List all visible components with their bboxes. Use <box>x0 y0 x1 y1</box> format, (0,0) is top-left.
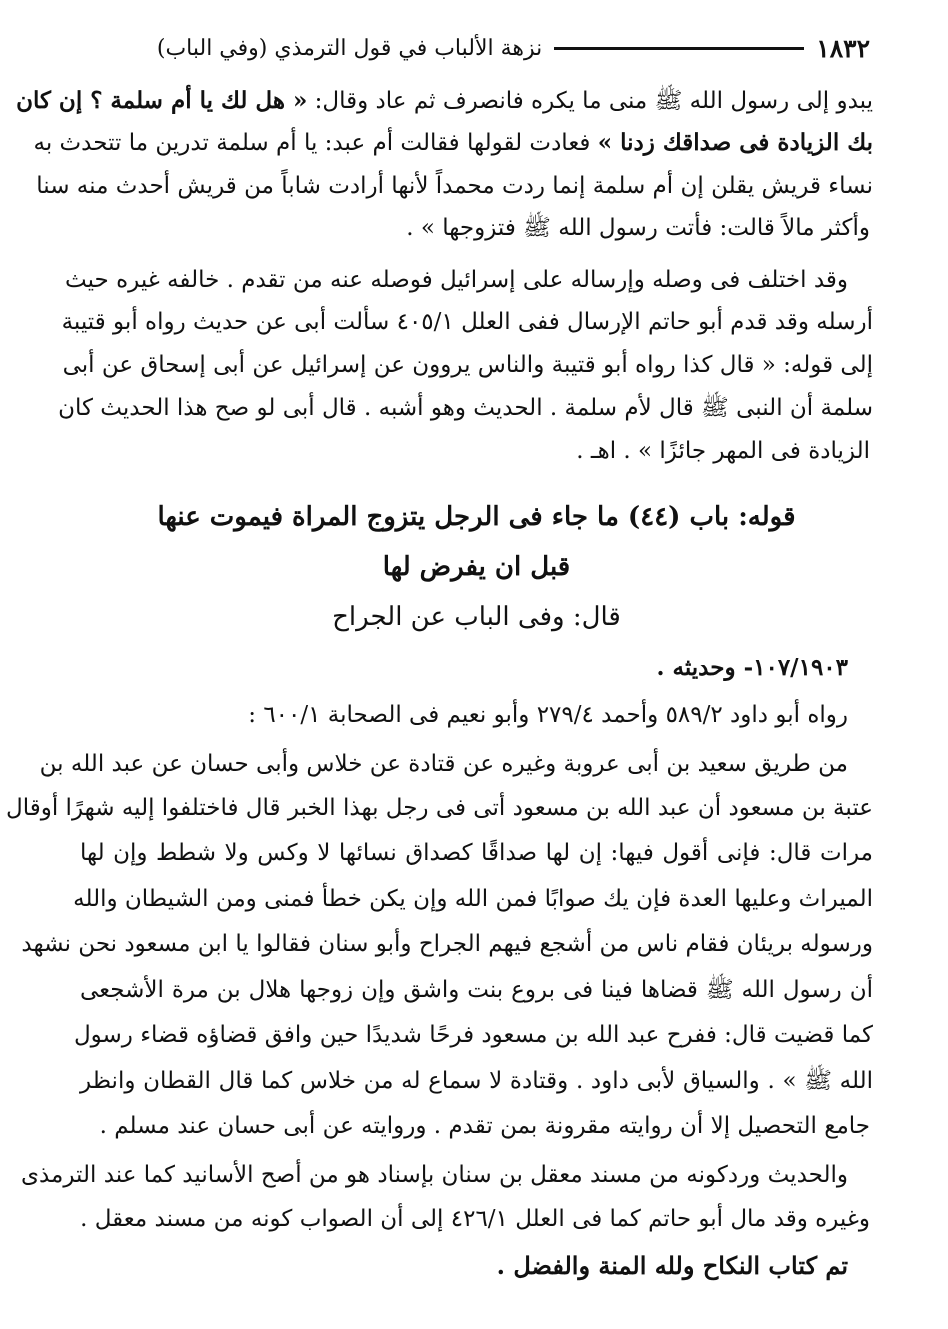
hadith-source: رواه أبو داود ٥٨٩/٢ وأحمد ٢٧٩/٤ وأبو نعيم فى الصحابة ٦٠٠/١ : <box>248 702 848 728</box>
chapter-qal: قال: وفى الباب عن الجراح <box>332 602 621 632</box>
para1-line-1-text: يبدو إلى رسول الله ﷺ منى ما يكره فانصرف ثم عاد وقال: <box>307 88 873 114</box>
para3-line-5: ورسوله بريئان فقام ناس من أشجع فيهم الجراح وأبو سنان فقالوا يا ابن مسعود نحن نشهد <box>21 931 873 957</box>
para1-line-2-text: فعادت لقولها فقالت أم عبد: يا أم سلمة تدرين ما تتحدث به <box>33 130 598 156</box>
para4-line-2: وغيره وقد مال أبو حاتم كما فى العلل ٤٢٦/١ إلى أن الصواب كونه من مسند معقل . <box>80 1206 870 1232</box>
para1-line-1 <box>16 86 873 118</box>
running-title: نزهة الألباب في قول الترمذي (وفي الباب) <box>156 35 543 61</box>
para3-line-2: عتبة بن مسعود أن عبد الله بن مسعود أتى فى رجل بهذا الخبر قال فاختلفوا إليه شهرًا أوقال <box>6 795 873 821</box>
closing-line: تم كتاب النكاح ولله المنة والفضل . <box>496 1251 848 1280</box>
para1-line-1-quote: « هل لك يا أم سلمة ؟ إن كان <box>16 87 308 114</box>
para3-line-1: من طريق سعيد بن أبى عروبة وغيره عن قتادة عن خلاس وأبى حسان عن عبد الله بن <box>39 751 848 777</box>
header-rule <box>554 47 804 50</box>
hadith-number: ١٠٧/١٩٠٣- وحديثه . <box>656 654 848 681</box>
para3-line-8: الله ﷺ » . والسياق لأبى داود . وقتادة لا سماع له من خلاس كما قال القطان وانظر <box>80 1068 873 1094</box>
para2-line-2: أرسله وقد قدم أبو حاتم الإرسال ففى العلل ٤٠٥/١ سألت أبى عن حديث رواه أبو قتيبة <box>61 309 873 335</box>
page-number: ١٨٣٢ <box>816 33 870 63</box>
para2-line-1: وقد اختلف فى وصله وإرساله على إسرائيل فوصله عنه من تقدم . خالفه غيره حيث <box>65 267 848 293</box>
para3-line-9: جامع التحصيل إلا أن روايته مقرونة بمن تقدم . وروايته عن أبى حسان عند مسلم . <box>99 1113 870 1139</box>
para1-line-2-quote: بك الزيادة فى صداقك زدنا » <box>597 129 873 156</box>
para3-line-7: كما قضيت قال: ففرح عبد الله بن مسعود فرحًا شديدًا حين وافق قضاؤه قضاء رسول <box>73 1022 873 1048</box>
para2-line-3: إلى قوله: « قال كذا رواه أبو قتيبة والناس يروون عن إسرائيل عن أبى إسحاق عن أبى <box>62 352 873 378</box>
para1-line-2 <box>33 128 873 160</box>
chapter-title-line-2: قبل ان يفرض لها <box>382 552 571 582</box>
para2-line-5: الزيادة فى المهر جائزًا » . اهـ . <box>576 438 870 464</box>
para4-line-1: والحديث وردكونه من مسند معقل بن سنان بإسناد هو من أصح الأسانيد كما عند الترمذى <box>20 1162 848 1188</box>
para3-line-3: مرات قال: فإنى أقول فيها: إن لها صداقًا كصداق نسائها لا وكس ولا شطط وإن لها <box>80 840 873 866</box>
para2-line-4: سلمة أن النبى ﷺ قال لأم سلمة . الحديث وهو أشبه . قال أبى لو صح هذا الحديث كان <box>58 395 873 421</box>
para3-line-6: أن رسول الله ﷺ قضاها فينا فى بروع بنت واشق وإن زوجها هلال بن مرة الأشجعى <box>80 977 873 1003</box>
para1-line-4: وأكثر مالاً قالت: فأتت رسول الله ﷺ فتزوجها » . <box>406 215 870 241</box>
chapter-title-line-1: قوله: باب (٤٤) ما جاء فى الرجل يتزوج المراة فيموت عنها <box>157 502 796 532</box>
para3-line-4: الميراث وعليها العدة فإن يك صوابًا فمن الله وإن يكن خطأ فمنى ومن الشيطان والله <box>73 886 873 912</box>
page-header <box>80 30 870 66</box>
para1-line-3: نساء قريش يقلن إن أم سلمة إنما ردت محمداً لأنها أرادت شاباً من قريش أحدث منه سنا <box>36 173 873 199</box>
